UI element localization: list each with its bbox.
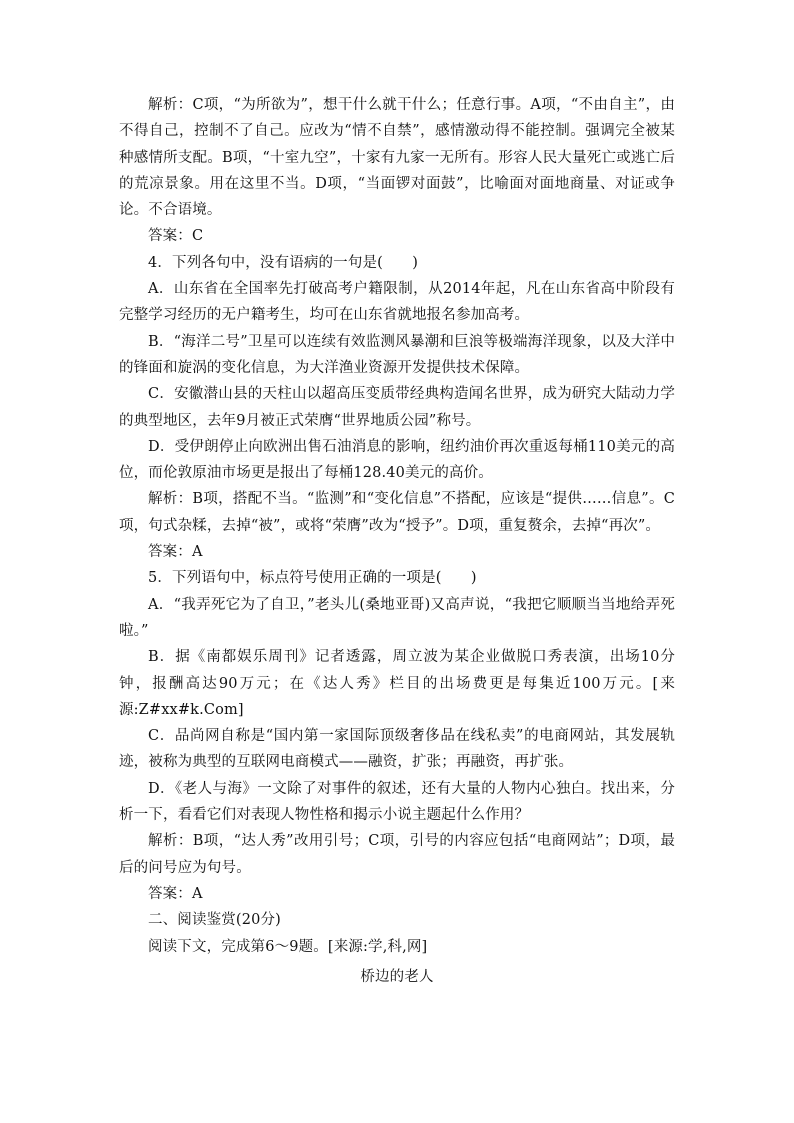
q4-option-d: D．受伊朗停止向欧洲出售石油消息的影响，纽约油价再次重返每桶110美元的高位，而伦敦原油市场更是报出了每桶128.40美元的高价。	[119, 438, 675, 482]
answer-q5: 答案：A	[148, 885, 203, 902]
q4-option-a: A．山东省在全国率先打破高考户籍限制，从2014年起，凡在山东省高中阶段有完整学习经历的无户籍考生，均可在山东省就地报名参加高考。	[119, 281, 675, 324]
reading-instruction: 阅读下文，完成第6～9题。[来源:学,科,网]	[148, 938, 428, 955]
answer-q4: 答案：A	[148, 544, 203, 561]
q5-option-b: B．据《南都娱乐周刊》记者透露，周立波为某企业做脱口秀表演，出场10分钟，报酬高达90万元；在《达人秀》栏目的出场费更是每集近100万元。[来源:Z#xx#k.Com]	[119, 649, 675, 718]
q5-option-d: D．《老人与海》一文除了对事件的叙述，还有大量的人物内心独白。找出来，分析一下，看看它们对表现人物性格和揭示小说主题起什么作用？	[119, 780, 675, 824]
story-title: 桥边的老人	[360, 968, 434, 985]
answer-q3: 答案：C	[148, 228, 204, 245]
explanation-q5: 解析：B项，“达人秀”改用引号；C项，引号的内容应包括“电商网站”；D项，最后的问号应为句号。	[119, 833, 675, 876]
section-heading: 二、阅读鉴赏(20分)	[148, 912, 281, 929]
question-5: 5．下列语句中，标点符号使用正确的一项是( )	[148, 570, 477, 587]
explanation-q3: 解析：C项，“为所欲为”，想干什么就干什么；任意行事。A项，“不由自主”，由不得自己，控制不了自己。应改为“情不自禁”，感情激动得不能控制。强调完全被某种感情所支配。B项，“十室九空”，十家有九家一无所有。形容人民大量死亡或逃亡后的荒凉景象。用在这里不当。D项，“当面锣对面鼓”，比喻面对面地商量、对证或争论。不合语境。	[119, 97, 675, 219]
document-body	[119, 92, 675, 990]
q5-option-a: A．“我弄死它为了自卫，”老头儿(桑地亚哥)又高声说，“我把它顺顺当当地给弄死啦。”	[119, 596, 675, 639]
q4-option-c: C．安徽潜山县的天柱山以超高压变质带经典构造闻名世界，成为研究大陆动力学的典型地区，去年9月被正式荣膺“世界地质公园”称号。	[119, 386, 675, 429]
explanation-q4: 解析：B项，搭配不当。“监测”和“变化信息”不搭配，应该是“提供……信息”。C项，句式杂糅，去掉“被”，或将“荣膺”改为“授予”。D项，重复赘余，去掉“再次”。	[119, 491, 675, 534]
q5-option-c: C．品尚网自称是“国内第一家国际顶级奢侈品在线私卖”的电商网站，其发展轨迹，被称为典型的互联网电商模式——融资，扩张；再融资，再扩张。	[119, 728, 675, 771]
q4-option-b: B．“海洋二号”卫星可以连续有效监测风暴潮和巨浪等极端海洋现象，以及大洋中的锋面和旋涡的变化信息，为大洋渔业资源开发提供技术保障。	[119, 333, 675, 376]
question-4: 4．下列各句中，没有语病的一句是( )	[148, 254, 419, 271]
